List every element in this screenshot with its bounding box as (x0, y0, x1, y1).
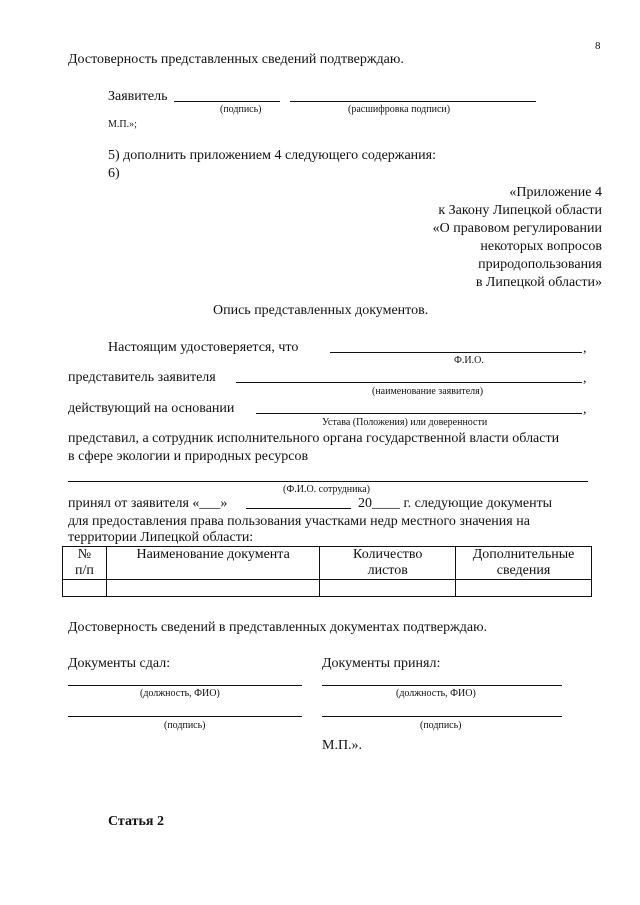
caption-decoding: (расшифровка подписи) (348, 104, 451, 115)
received-caption-position: (должность, ФИО) (396, 688, 476, 699)
applicant-label: Заявитель (108, 89, 168, 104)
comma: , (583, 371, 587, 386)
applicant-signature-line (174, 101, 280, 102)
comma: , (583, 341, 587, 356)
form-line-3: действующий на основании (68, 401, 235, 416)
header-doc-name: Наименование документа (106, 547, 319, 580)
appendix-header-line: некоторых вопросов (480, 239, 602, 254)
page-number: 8 (595, 40, 601, 52)
received-label: Документы принял: (322, 656, 441, 671)
table-cell[interactable] (320, 580, 456, 597)
caption-signature: (подпись) (220, 104, 262, 115)
handed-signature-line (68, 716, 302, 717)
fio-blank-line (330, 352, 582, 353)
received-signature-line (322, 716, 562, 717)
form-line-1: Настоящим удостоверяется, что (108, 340, 299, 355)
confirm-info-text: Достоверность представленных сведений подтверждаю. (68, 52, 404, 67)
inventory-title: Опись представленных документов. (213, 303, 429, 318)
table-header-row (63, 547, 592, 580)
handed-label: Документы сдал: (68, 656, 171, 671)
handed-caption-position: (должность, ФИО) (140, 688, 220, 699)
applicant-decoding-line (290, 101, 536, 102)
item-5-text: 5) дополнить приложением 4 следующего содержания: (108, 148, 436, 163)
form-line-6a: принял от заявителя «___» (68, 496, 228, 511)
form-line-4: представил, а сотрудник исполнительного органа государственной власти области (68, 431, 560, 446)
form-line-7: для предоставления права пользования участками недр местного значения на (68, 514, 530, 529)
comma: , (583, 402, 587, 417)
header-sheets: Количество листов (320, 547, 456, 580)
employee-blank-line (68, 481, 588, 482)
documents-table (62, 546, 592, 597)
received-caption-signature: (подпись) (420, 720, 462, 731)
caption-employee: (Ф.И.О. сотрудника) (283, 484, 370, 495)
appendix-header-line: «Приложение 4 (509, 185, 602, 200)
form-line-2: представитель заявителя (68, 370, 216, 385)
header-extra-info: Дополнительные сведения (456, 547, 592, 580)
appendix-header-line: к Закону Липецкой области (438, 203, 602, 218)
header-number: № п/п (63, 547, 107, 580)
confirm-docs-text: Достоверность сведений в представленных документах подтверждаю. (68, 620, 488, 635)
form-line-5: в сфере экологии и природных ресурсов (68, 449, 309, 464)
applicant-seal: М.П.»; (108, 119, 137, 130)
table-row (63, 580, 592, 597)
caption-fio: Ф.И.О. (454, 355, 484, 366)
table-cell[interactable] (456, 580, 592, 597)
item-6-text: 6) (108, 166, 120, 181)
caption-applicant-name: (наименование заявителя) (372, 386, 484, 397)
table-cell[interactable] (106, 580, 319, 597)
caption-basis: Устава (Положения) или доверенности (322, 417, 488, 428)
handed-position-line (68, 685, 302, 686)
appendix-header-line: природопользования (478, 257, 602, 272)
form-line-6b: 20____ г. следующие документы (358, 496, 553, 511)
received-seal: М.П.». (322, 738, 363, 753)
table-cell[interactable] (63, 580, 107, 597)
appendix-header (433, 184, 602, 292)
date-blank-line (246, 508, 351, 509)
article-heading: Статья 2 (108, 814, 164, 829)
appendix-header-line: в Липецкой области» (475, 275, 602, 290)
basis-blank-line (256, 413, 582, 414)
appendix-header-line: «О правовом регулировании (432, 221, 602, 236)
form-line-8: территории Липецкой области: (68, 530, 254, 545)
received-position-line (322, 685, 562, 686)
applicant-name-blank-line (236, 382, 582, 383)
handed-caption-signature: (подпись) (164, 720, 206, 731)
